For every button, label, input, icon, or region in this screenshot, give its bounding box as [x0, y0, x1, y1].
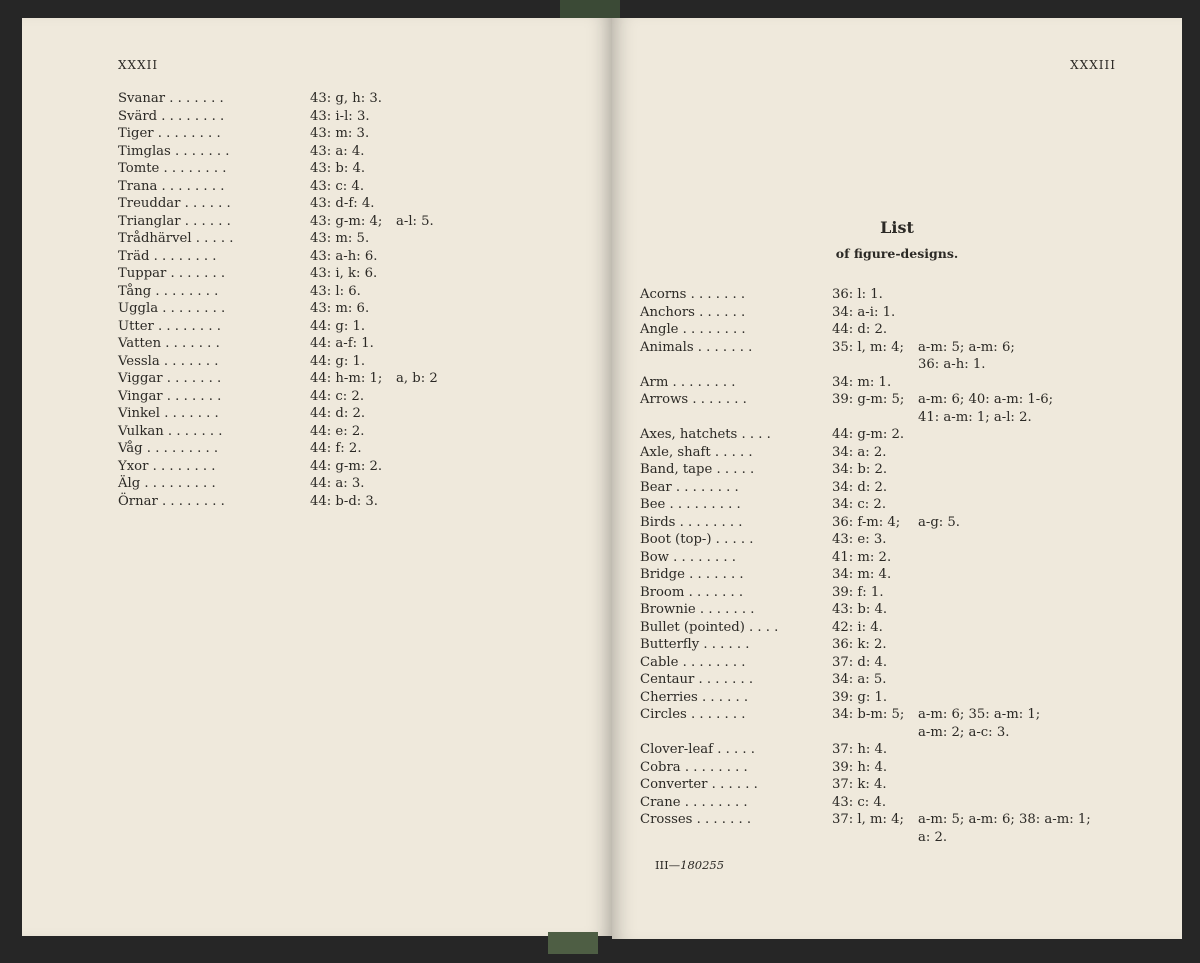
- entry-extra: a-l: 5.: [396, 213, 434, 229]
- entry-ref: 44: g-m: 2.: [310, 458, 383, 474]
- entry-extra: a-m: 6; 35: a-m: 1;: [918, 707, 1041, 722]
- left-page-number: XXXII: [118, 58, 159, 72]
- entry-ref: 44: h-m: 1;: [310, 371, 383, 386]
- entry-term: Arrows . . . . . . .: [640, 392, 747, 407]
- entry-ref: 43: b: 4.: [832, 602, 888, 617]
- entry-term: Utter . . . . . . . .: [118, 318, 221, 334]
- entry-extra: a-m: 6; 40: a-m: 1-6;: [918, 392, 1054, 407]
- entry-term: Vulkan . . . . . . .: [118, 423, 223, 439]
- entry-term: Brownie . . . . . . .: [640, 602, 755, 617]
- entry-term: Cobra . . . . . . . .: [640, 759, 748, 775]
- entry-extra: a: 2.: [918, 829, 948, 845]
- entry-term: Centaur . . . . . . .: [640, 672, 754, 687]
- entry-term: Uggla . . . . . . . .: [118, 301, 226, 316]
- entry-ref: 43: b: 4.: [310, 161, 366, 176]
- entry-ref: 43: d-f: 4.: [310, 196, 375, 211]
- entry-term: Trådhärvel . . . . .: [118, 231, 234, 246]
- entry-term: Acorns . . . . . . .: [640, 287, 746, 302]
- entry-ref: 34: a: 2.: [832, 444, 887, 460]
- entry-ref: 34: m: 4.: [832, 567, 892, 582]
- entry-ref: 43: i, k: 6.: [310, 266, 378, 281]
- entry-term: Cherries . . . . . .: [640, 689, 749, 705]
- entry-ref: 44: d: 2.: [310, 406, 366, 421]
- entry-term: Bee . . . . . . . . .: [640, 497, 741, 512]
- entry-ref: 39: g: 1.: [832, 689, 888, 705]
- entry-term: Animals . . . . . . .: [640, 339, 753, 355]
- entry-ref: 34: d: 2.: [832, 479, 888, 495]
- entry-ref: 39: h: 4.: [832, 759, 888, 775]
- entry-ref: 37: l, m: 4;: [832, 812, 904, 827]
- entry-term: Circles . . . . . . .: [640, 707, 746, 722]
- entry-ref: 34: a-i: 1.: [832, 304, 896, 320]
- entry-ref: 44: g: 1.: [310, 353, 366, 369]
- entry-ref: 44: a-f: 1.: [310, 336, 374, 351]
- entry-extra: a-g: 5.: [918, 514, 960, 530]
- printer-mark-prefix: III—: [655, 858, 681, 872]
- entry-ref: 43: m: 6.: [310, 301, 370, 316]
- entry-term: Träd . . . . . . . .: [118, 248, 217, 264]
- entry-ref: 43: l: 6.: [310, 283, 361, 299]
- entry-term: Crosses . . . . . . .: [640, 812, 752, 827]
- entry-ref: 34: a: 5.: [832, 672, 887, 687]
- entry-term: Timglas . . . . . . .: [118, 143, 230, 159]
- entry-ref: 36: l: 1.: [832, 287, 883, 302]
- entry-ref: 44: b-d: 3.: [310, 493, 378, 509]
- entry-term: Axle, shaft . . . . .: [640, 444, 753, 460]
- entry-ref: 43: a: 4.: [310, 143, 365, 159]
- entry-term: Treuddar . . . . . .: [118, 196, 231, 211]
- entry-ref: 34: c: 2.: [832, 497, 887, 512]
- entry-term: Birds . . . . . . . .: [640, 514, 743, 530]
- entry-term: Viggar . . . . . . .: [118, 371, 222, 386]
- entry-term: Örnar . . . . . . . .: [118, 493, 225, 509]
- entry-ref: 43: c: 4.: [832, 794, 887, 810]
- binding-bottom: [548, 932, 598, 954]
- entry-term: Cable . . . . . . . .: [640, 654, 746, 670]
- entry-term: Vingar . . . . . . .: [118, 388, 222, 404]
- entry-ref: 44: g: 1.: [310, 318, 366, 334]
- entry-term: Våg . . . . . . . . .: [118, 441, 219, 456]
- entry-extra: a, b: 2: [396, 371, 438, 386]
- entry-ref: 44: c: 2.: [310, 388, 365, 404]
- entry-term: Bridge . . . . . . .: [640, 567, 744, 582]
- entry-term: Trianglar . . . . . .: [118, 213, 231, 229]
- entry-term: Tomte . . . . . . . .: [118, 161, 227, 176]
- entry-ref: 36: f-m: 4;: [832, 514, 901, 530]
- entry-ref: 34: b-m: 5;: [832, 707, 905, 722]
- entry-extra: 36: a-h: 1.: [918, 357, 986, 372]
- entry-ref: 43: m: 3.: [310, 126, 370, 141]
- entry-ref: 34: m: 1.: [832, 374, 892, 390]
- entry-term: Bow . . . . . . . .: [640, 549, 736, 565]
- entry-term: Vessla . . . . . . .: [118, 353, 219, 369]
- entry-term: Arm . . . . . . . .: [640, 374, 736, 390]
- entry-ref: 34: b: 2.: [832, 462, 888, 477]
- entry-ref: 43: g, h: 3.: [310, 91, 382, 106]
- list-title: List: [880, 218, 914, 237]
- entry-term: Crane . . . . . . . .: [640, 794, 748, 810]
- entry-extra: a-m: 5; a-m: 6;: [918, 339, 1015, 355]
- entry-ref: 37: h: 4.: [832, 742, 888, 757]
- entry-ref: 44: g-m: 2.: [832, 427, 905, 442]
- entry-ref: 39: f: 1.: [832, 584, 884, 600]
- entry-ref: 43: m: 5.: [310, 231, 370, 246]
- entry-ref: 37: k: 4.: [832, 777, 887, 792]
- entry-term: Boot (top-) . . . . .: [640, 532, 754, 547]
- entry-ref: 43: e: 3.: [832, 532, 887, 547]
- entry-term: Tuppar . . . . . . .: [118, 266, 226, 281]
- entry-term: Vinkel . . . . . . .: [118, 406, 219, 421]
- entry-ref: 44: e: 2.: [310, 423, 365, 439]
- list-subtitle: of figure-designs.: [835, 246, 959, 261]
- entry-term: Yxor . . . . . . . .: [118, 458, 216, 474]
- entry-ref: 44: f: 2.: [310, 441, 362, 456]
- entry-term: Anchors . . . . . .: [640, 304, 746, 320]
- binding-top: [560, 0, 620, 20]
- entry-ref: 35: l, m: 4;: [832, 339, 904, 355]
- entry-ref: 39: g-m: 5;: [832, 392, 905, 407]
- entry-ref: 42: i: 4.: [832, 619, 883, 635]
- entry-ref: 44: d: 2.: [832, 322, 888, 337]
- entry-extra: a-m: 5; a-m: 6; 38: a-m: 1;: [918, 812, 1091, 827]
- entry-term: Bullet (pointed) . . . .: [640, 619, 779, 635]
- entry-term: Svanar . . . . . . .: [118, 91, 224, 106]
- entry-ref: 43: c: 4.: [310, 178, 365, 194]
- entry-extra: 41: a-m: 1; a-l: 2.: [918, 409, 1032, 425]
- entry-term: Tiger . . . . . . . .: [118, 126, 221, 141]
- entry-term: Broom . . . . . . .: [640, 584, 744, 600]
- entry-term: Converter . . . . . .: [640, 777, 758, 792]
- entry-term: Bear . . . . . . . .: [640, 479, 739, 495]
- entry-term: Trana . . . . . . . .: [118, 178, 225, 194]
- entry-term: Tång . . . . . . . .: [118, 283, 219, 299]
- entry-term: Band, tape . . . . .: [640, 462, 755, 477]
- printer-mark: [655, 858, 724, 872]
- entry-term: Svärd . . . . . . . .: [118, 108, 225, 124]
- entry-ref: 43: a-h: 6.: [310, 248, 378, 264]
- right-page-number: XXXIII: [1070, 58, 1116, 72]
- entry-ref: 43: g-m: 4;: [310, 213, 383, 229]
- entry-ref: 41: m: 2.: [832, 549, 892, 565]
- entry-term: Angle . . . . . . . .: [640, 322, 746, 337]
- entry-term: Axes, hatchets . . . .: [640, 427, 771, 442]
- entry-term: Älg . . . . . . . . .: [118, 476, 216, 491]
- entry-ref: 36: k: 2.: [832, 637, 887, 652]
- entry-ref: 37: d: 4.: [832, 654, 888, 670]
- printer-mark-number: 180255: [680, 858, 725, 872]
- entry-term: Butterfly . . . . . .: [640, 637, 750, 652]
- entry-term: Clover-leaf . . . . .: [640, 742, 755, 757]
- entry-term: Vatten . . . . . . .: [118, 336, 220, 351]
- entry-ref: 44: a: 3.: [310, 476, 365, 491]
- entry-extra: a-m: 2; a-c: 3.: [918, 724, 1010, 740]
- entry-ref: 43: i-l: 3.: [310, 108, 370, 124]
